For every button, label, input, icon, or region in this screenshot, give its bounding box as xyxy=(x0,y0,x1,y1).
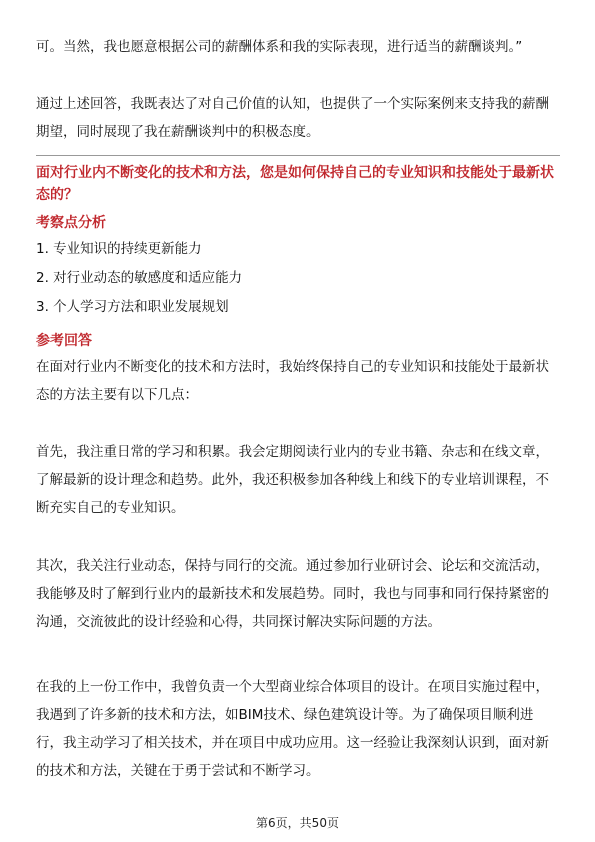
answer-paragraph: 首先，我注重日常的学习和积累。我会定期阅读行业内的专业书籍、杂志和在线文章，了解最新的设计理念和趋势。此外，我还积极参加各种线上和线下的专业培训课程，不断充实自己的专业知识。 xyxy=(36,444,549,516)
analysis-item: 3. 个人学习方法和职业发展规划 xyxy=(36,299,229,315)
analysis-item: 1. 专业知识的持续更新能力 xyxy=(36,241,202,257)
page-number: 第6页，共50页 xyxy=(256,816,339,830)
answer-paragraph: 在面对行业内不断变化的技术和方法时，我始终保持自己的专业知识和技能处于最新状态的方法主要有以下几点： xyxy=(36,359,549,403)
analysis-item: 2. 对行业动态的敏感度和适应能力 xyxy=(36,270,243,286)
analysis-label: 考察点分析 xyxy=(36,215,106,231)
answer-paragraph: 在我的上一份工作中，我曾负责一个大型商业综合体项目的设计。在项目实施过程中，我遇到了许多新的技术和方法，如BIM技术、绿色建筑设计等。为了确保项目顺利进行，我主动学习了相关技术，并在项目中成功应用。这一经验让我深刻认识到，面对新的技术和方法，关键在于勇于尝试和不断学习。 xyxy=(36,679,549,779)
answer-label: 参考回答 xyxy=(36,333,92,349)
question-title: 面对行业内不断变化的技术和方法，您是如何保持自己的专业知识和技能处于最新状态的？ xyxy=(36,165,554,203)
paragraph-salary-negotiation-end: 可。当然，我也愿意根据公司的薪酬体系和我的实际表现，进行适当的薪酬谈判。” xyxy=(36,39,523,55)
section-divider xyxy=(36,155,560,156)
answer-paragraph: 其次，我关注行业动态，保持与同行的交流。通过参加行业研讨会、论坛和交流活动，我能够及时了解到行业内的最新技术和发展趋势。同时，我也与同事和同行保持紧密的沟通，交流彼此的设计经验和心得，共同探讨解决实际问题的方法。 xyxy=(36,558,549,630)
paragraph-summary: 通过上述回答，我既表达了对自己价值的认知，也提供了一个实际案例来支持我的薪酬期望，同时展现了我在薪酬谈判中的积极态度。 xyxy=(36,96,549,140)
